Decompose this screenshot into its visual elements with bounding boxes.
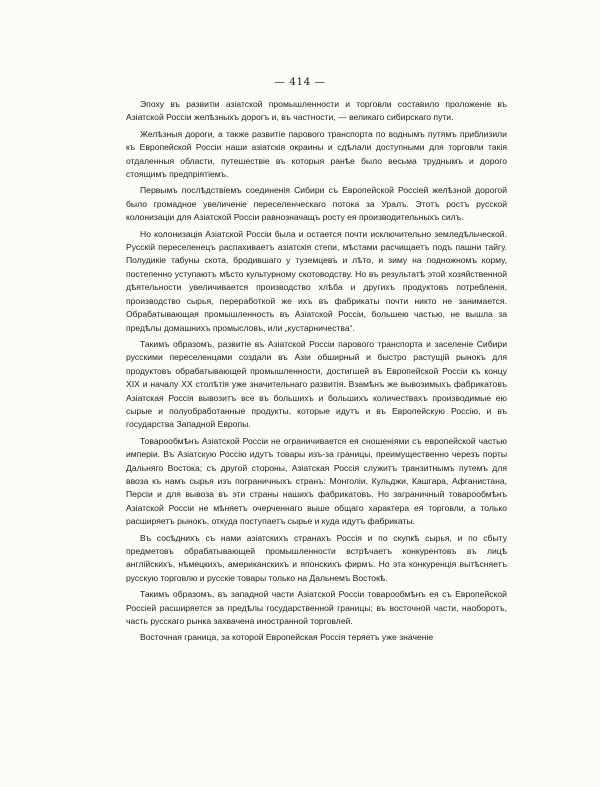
paragraph: Такимъ образомъ, въ западной части Азіатской Россіи товарообмѣнъ ея съ Европейской Россіей расширяется за предѣлы государственной границы; въ восточной части, наоборотъ, часть русскаго рынка захвачена иностранной торговлей.	[126, 589, 507, 627]
paragraph: Эпоху въ развитіи азіатской промышленности и торговли составило проложеніе въ Азіатской Россіи желѣзныхъ дорогъ и, въ частности, — великаго сибирскаго пути.	[126, 99, 507, 123]
text-body	[126, 98, 507, 648]
paragraph: Желѣзныя дороги, а также развитіе парового транспорта по воднымъ путямъ приблизили къ Европейской Россіи наши азіатскія окраины и сдѣлали доступными для торговли такія отдаленныя области, путешествіе въ которыя ранѣе было весьма труднымъ и дорого стоящимъ предпріятіемъ.	[126, 128, 507, 180]
page-number: — 414 —	[274, 76, 326, 88]
paragraph: Но колонизація Азіатской Россіи была и остается почти исключительно земледѣльческой. Русскій переселенецъ распахиваетъ азіатскія степи, мѣстами расчищаетъ подъ пашни тайгу. Полудикіе табуны скота, бродившаго у туземцевъ и лѣто, и зиму на подножномъ корму, постепенно уступаютъ мѣсто культурному скотоводству. Но въ результатѣ этой хозяйственной дѣятельности увеличивается производство хлѣба и другихъ продуктовъ потребленія, производство сырья, переработкой же ихъ въ фабрикаты почти никто не занимается. Обрабатывающая промышленность въ Азіатской Россіи, большею частью, не вышла за предѣлы домашнихъ промысловъ, или „кустарничества“.	[126, 228, 507, 333]
paragraph: Товарообмѣнъ Азіатской Россіи не ограничивается ея сношеніями съ европейской частью имперіи. Въ Азіатскую Россію идутъ товары изъ-за границы, преимущественно черезъ порты Дальняго Востока; съ другой стороны, Азіатская Россія служитъ транзитнымъ путемъ для ввоза къ намъ сырья изъ пограничныхъ странъ: Монголіи, Кульджи, Кашгара, Афганистана, Персіи и для вывоза въ эти страны нашихъ фабрикатовъ. Но заграничный товарообмѣнъ Азіатской Россіи не мѣняетъ очерченнаго выше общаго характера ея торговли, а только расширяетъ рынокъ, откуда поступаетъ сырье и куда идутъ фабрикаты.	[126, 435, 507, 527]
paragraph: Такимъ образомъ, развитіе въ Азіатской Россіи парового транспорта и заселеніе Сибири русскими переселенцами создали въ Азіи обширный и быстро растущій рынокъ для продуктовъ обрабатывающей промышленности, достигшей въ Европейской Россіи къ концу XIX и началу XX столѣтія уже значительнаго развитія. Взамѣнъ же вывозимыхъ фабрикатовъ Азіатская Россія вывозитъ все въ большихъ и большихъ количествахъ производимые ею сырые и полуобработанные продукты, которые идутъ и въ Европейскую Россію, и въ государства Западной Европы.	[126, 338, 507, 430]
paragraph: Въ сосѣднихъ съ нами азіатскихъ странахъ Россія и по скупкѣ сырья, и по сбыту предметовъ обрабатывающей промышленности встрѣчаетъ конкурентовъ въ лицѣ англійскихъ, нѣмецкихъ, американскихъ и японскихъ фирмъ. Но эта конкуренція вытѣсняетъ русскую торговлю и русскіе товары только на Дальнемъ Востокѣ.	[126, 532, 507, 583]
paragraph: Первымъ послѣдствіемъ соединенія Сибири съ Европейской Россіей желѣзной дорогой было громадное увеличеніе переселенческаго потока за Уралъ. Этотъ ростъ русской колонизаціи для Азіатской Россіи равнозначащъ росту ея производительныхъ силъ.	[126, 185, 507, 223]
paragraph: Восточная граница, за которой Европейская Россія теряетъ уже значеніе	[140, 632, 434, 643]
